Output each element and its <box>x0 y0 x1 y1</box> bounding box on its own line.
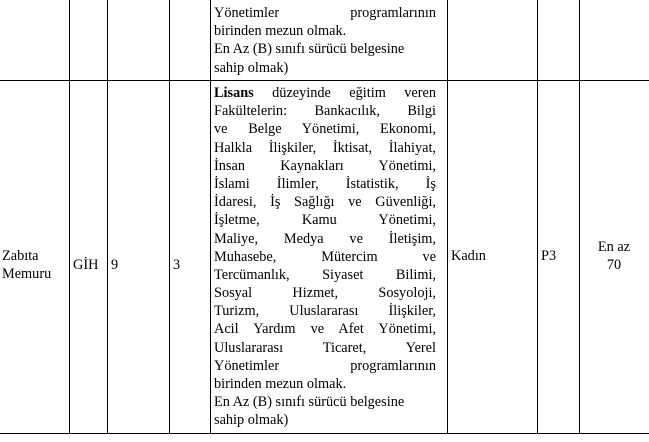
col-divider-1 <box>69 0 70 434</box>
score-type-cell: P3 <box>541 248 557 264</box>
requirement-line: İslami İlimler, İstatistik, İş <box>214 175 436 192</box>
requirement-line: Halkla İlişkiler, İktisat, İlahiyat, <box>214 139 436 156</box>
requirement-line: Muhasebe, Mütercim ve <box>214 248 436 265</box>
requirement-line: birinden mezun olmak. <box>214 23 347 40</box>
degree-cell: 9 <box>111 257 119 273</box>
requirement-line: Fakültelerin: Bankacılık, Bilgi <box>214 103 436 120</box>
position-title-line2: Memuru <box>2 266 52 282</box>
col-divider-6 <box>537 0 538 434</box>
col-divider-2 <box>107 0 108 434</box>
requirement-line: Acil Yardım ve Afet Yönetimi, <box>214 321 436 338</box>
class-cell: GİH <box>73 257 99 273</box>
requirement-line: ve Belge Yönetimi, Ekonomi, <box>214 121 436 138</box>
requirement-line <box>214 84 436 102</box>
requirement-line: sahip olmak) <box>214 59 289 76</box>
requirement-line: İşletme, Kamu Yönetimi, <box>214 212 436 229</box>
min-score-line1: En az <box>597 239 631 255</box>
col-divider-7 <box>579 0 580 434</box>
requirement-line: İdaresi, İş Sağlığı ve Güvenliği, <box>214 194 436 211</box>
row-divider <box>0 80 649 81</box>
col-divider-4 <box>210 0 211 434</box>
top-row-requirement <box>214 4 436 77</box>
position-title-line1: Zabıta <box>2 248 39 264</box>
requirement-line: Turizm, Uluslararası İlişkiler, <box>214 303 436 320</box>
education-level: Lisans <box>214 85 254 101</box>
col-divider-5 <box>447 0 448 434</box>
requirement-line: Maliye, Medya ve İletişim, <box>214 230 436 247</box>
gender-cell: Kadın <box>451 248 486 264</box>
requirement-line: Yönetimler programlarının <box>214 5 436 21</box>
requirement-cell <box>214 84 436 430</box>
requirement-line: birinden mezun olmak. <box>214 376 347 392</box>
requirement-line: Tercümanlık, Siyaset Bilimi, <box>214 266 436 283</box>
requirement-line: sahip olmak) <box>214 412 289 429</box>
count-cell: 3 <box>173 257 181 273</box>
table-bottom-border <box>0 433 649 434</box>
requirement-line: İnsan Kaynakları Yönetimi, <box>214 157 436 174</box>
requirement-line: Yönetimler programlarının <box>214 357 436 374</box>
requirement-line: Sosyal Hizmet, Sosyoloji, <box>214 285 436 302</box>
requirement-line: En Az (B) sınıfı sürücü belgesine <box>214 394 405 411</box>
requirement-first-rest: düzeyinde eğitim veren <box>253 85 436 101</box>
requirement-line: Uluslararası Ticaret, Yerel <box>214 339 436 356</box>
col-divider-3 <box>169 0 170 434</box>
requirement-line: En Az (B) sınıfı sürücü belgesine <box>214 41 405 58</box>
min-score-line2: 70 <box>606 257 622 273</box>
